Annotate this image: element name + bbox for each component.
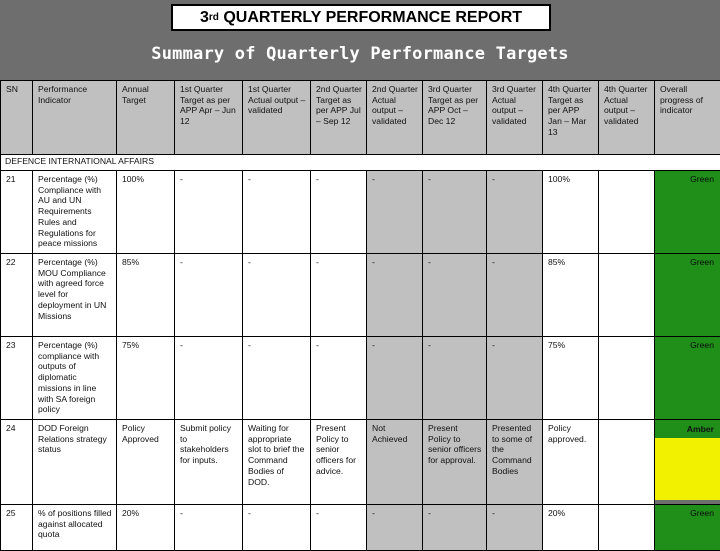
header-sn: SN [1,81,33,155]
table-row [1,337,720,420]
cell-q1-target: - [175,337,243,420]
cell-q2-target: Present Policy to senior officers for advice. [311,420,367,505]
report-title-rest: QUARTERLY PERFORMANCE REPORT [219,9,522,27]
cell-q1-actual: - [243,337,311,420]
cell-q3-target: - [423,337,487,420]
status-badge-green: Green [655,337,720,420]
table-row [1,505,720,551]
table-row [1,254,720,337]
cell-q1-actual: Waiting for appropriate slot to brief the Command Bodies of DOD. [243,420,311,505]
header-overall-progress: Overall progress of indicator [655,81,720,155]
cell-q4-actual [599,505,655,551]
cell-q4-target: 85% [543,254,599,337]
cell-q2-actual: - [367,254,423,337]
table-row [1,420,720,505]
header-q3-target: 3rd Quarter Target as per APP Oct – Dec 12 [423,81,487,155]
cell-indicator: Percentage (%) MOU Compliance with agreed force level for deployment in UN Missions [33,254,117,337]
cell-q1-target: - [175,505,243,551]
cell-annual-target: 75% [117,337,175,420]
cell-sn: 23 [1,337,33,420]
status-badge-amber [655,420,720,505]
header-indicator: Performance Indicator [33,81,117,155]
cell-q3-actual: - [487,505,543,551]
status-badge-green: Green [655,254,720,337]
cell-q2-target: - [311,171,367,254]
cell-q4-actual [599,171,655,254]
status-badge-green: Green [655,505,720,551]
header-q2-target: 2nd Quarter Target as per APP Jul – Sep 12 [311,81,367,155]
cell-indicator: DOD Foreign Relations strategy status [33,420,117,505]
section-row [1,155,720,171]
status-badge-amber-label: Amber [655,424,720,435]
header-q2-actual: 2nd Quarter Actual output – validated [367,81,423,155]
cell-q3-actual: - [487,171,543,254]
cell-q3-actual: - [487,254,543,337]
report-title-ordinal: 3 [200,9,209,27]
report-title [171,4,551,31]
cell-q1-actual: - [243,505,311,551]
cell-sn: 22 [1,254,33,337]
cell-q3-target: Present Policy to senior officers for approval. [423,420,487,505]
cell-q3-actual: - [487,337,543,420]
table-row [1,171,720,254]
cell-sn: 21 [1,171,33,254]
cell-indicator: % of positions filled against allocated quota [33,505,117,551]
cell-q4-target: Policy approved. [543,420,599,505]
cell-annual-target: Policy Approved [117,420,175,505]
cell-q4-target: 100% [543,171,599,254]
cell-q2-target: - [311,254,367,337]
cell-q1-actual: - [243,171,311,254]
header-q1-actual: 1st Quarter Actual output – validated [243,81,311,155]
cell-q1-target: - [175,171,243,254]
performance-table [0,80,720,551]
cell-q3-target: - [423,505,487,551]
header-q1-target: 1st Quarter Target as per APP Apr – Jun 12 [175,81,243,155]
status-badge-green: Green [655,171,720,254]
page-subtitle: Summary of Quarterly Performance Targets [0,44,720,64]
cell-q2-actual: - [367,505,423,551]
cell-q4-actual [599,337,655,420]
cell-q4-target: 20% [543,505,599,551]
cell-annual-target: 100% [117,171,175,254]
cell-sn: 25 [1,505,33,551]
cell-q1-target: Submit policy to stakeholders for inputs. [175,420,243,505]
report-title-suffix: rd [209,12,219,23]
cell-indicator: Percentage (%) Compliance with AU and UN Requirements Rules and Regulations for peace missions [33,171,117,254]
cell-q3-target: - [423,171,487,254]
cell-q2-actual: Not Achieved [367,420,423,505]
cell-q2-actual: - [367,171,423,254]
cell-q4-actual [599,420,655,505]
cell-q3-target: - [423,254,487,337]
header-q4-actual: 4th Quarter Actual output – validated [599,81,655,155]
cell-q3-actual: Presented to some of the Command Bodies [487,420,543,505]
cell-q1-target: - [175,254,243,337]
section-label: DEFENCE INTERNATIONAL AFFAIRS [1,155,720,171]
cell-q2-target: - [311,505,367,551]
cell-q2-actual: - [367,337,423,420]
header-q3-actual: 3rd Quarter Actual output – validated [487,81,543,155]
cell-q2-target: - [311,337,367,420]
cell-annual-target: 85% [117,254,175,337]
header-q4-target: 4th Quarter Target as per APP Jan – Mar 13 [543,81,599,155]
cell-q4-target: 75% [543,337,599,420]
cell-sn: 24 [1,420,33,505]
header-annual-target: Annual Target [117,81,175,155]
cell-indicator: Percentage (%) compliance with outputs of diplomatic missions in line with SA foreign policy [33,337,117,420]
cell-q4-actual [599,254,655,337]
table-header-row [1,81,720,155]
cell-q1-actual: - [243,254,311,337]
cell-annual-target: 20% [117,505,175,551]
